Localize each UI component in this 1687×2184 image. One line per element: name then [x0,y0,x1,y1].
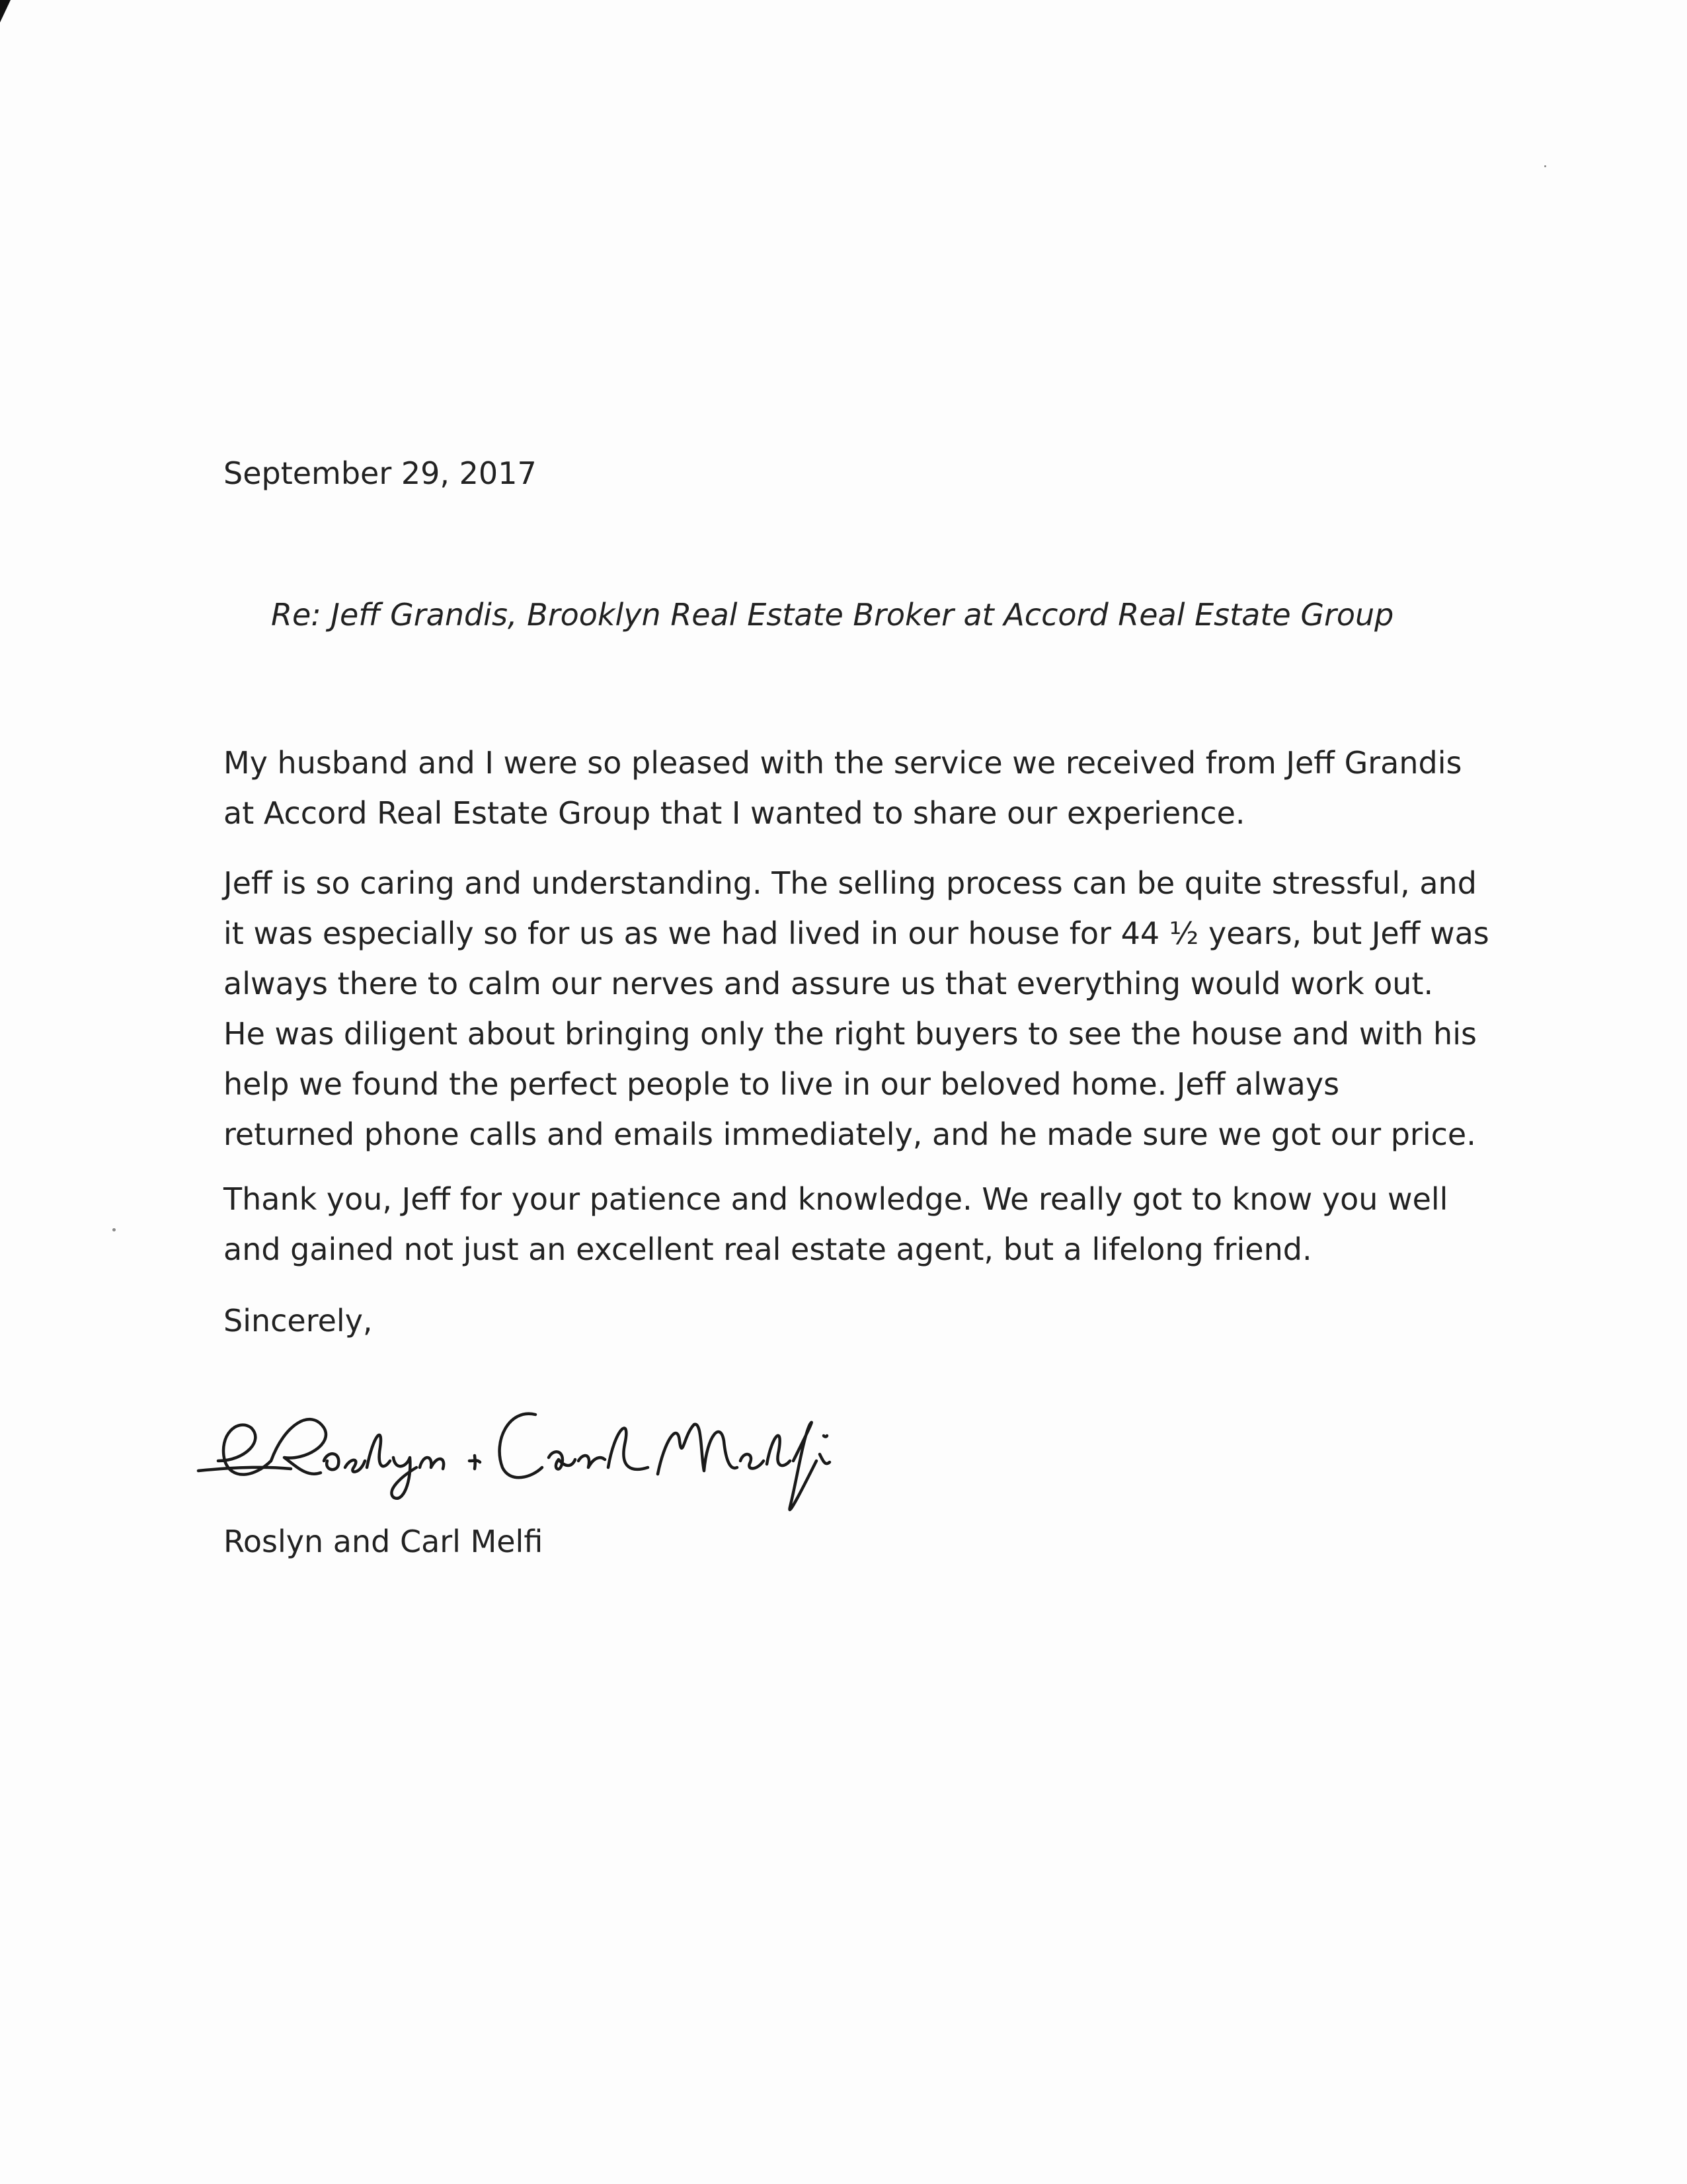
scan-speck [1544,165,1546,167]
paragraph-intro [223,738,1546,838]
paragraph-line: help we found the perfect people to live in our beloved home. Jeff always [223,1066,1340,1102]
scan-corner-mark [0,0,11,22]
paragraph-line: He was diligent about bringing only the right buyers to see the house and with his [223,1016,1477,1052]
paragraph-line: and gained not just an excellent real estate agent, but a lifelong friend. [223,1231,1312,1267]
paragraph-line: always there to calm our nerves and assure us that everything would work out. [223,966,1434,1001]
subject-line: Re: Jeff Grandis, Brooklyn Real Estate Broker at Accord Real Estate Group [271,597,1394,633]
signature-scribble [192,1362,846,1514]
paragraph-line: Jeff is so caring and understanding. The selling process can be quite stressful, and [223,865,1477,901]
letter-date: September 29, 2017 [223,455,537,491]
paragraph-line: at Accord Real Estate Group that I wanted to share our experience. [223,795,1245,831]
paragraph-experience [223,858,1546,1159]
paragraph-line: returned phone calls and emails immediately, and he made sure we got our price. [223,1116,1476,1152]
paragraph-line: it was especially so for us as we had lived in our house for 44 ½ years, but Jeff was [223,916,1489,951]
scan-speck [112,1228,116,1231]
signer-name: Roslyn and Carl Melfi [223,1524,543,1559]
paragraph-thanks [223,1174,1546,1274]
handwritten-signature [192,1362,846,1514]
paragraph-line: Thank you, Jeff for your patience and knowledge. We really got to know you well [223,1181,1448,1217]
paragraph-line: My husband and I were so pleased with the service we received from Jeff Grandis [223,745,1462,781]
closing-salutation: Sincerely, [223,1303,373,1339]
